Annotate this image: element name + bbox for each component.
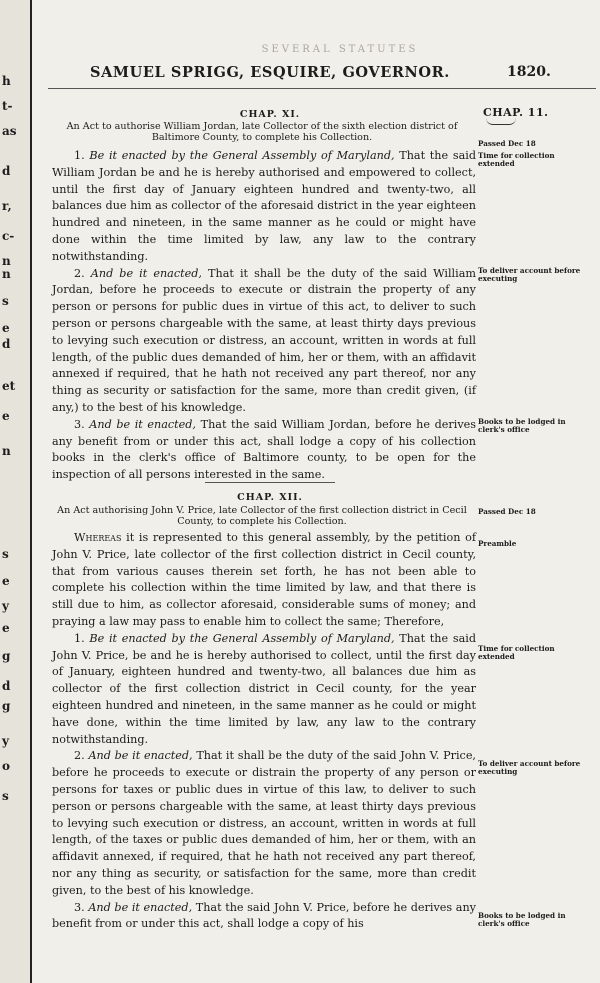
facing-page-gutter <box>0 0 30 983</box>
chapter-xii-title: An Act authorising John V. Price, late Collector of the first collection district in Cecil County, to complete his Collection. <box>57 505 467 527</box>
margin-fragment: r, <box>2 199 12 213</box>
margin-fragment: g <box>2 649 11 663</box>
enacting-clause: And be it enacted, <box>90 266 202 280</box>
chapter-divider <box>205 482 335 483</box>
section-text: That it shall be the duty of the said John V. Price, before he proceeds to execute or distrain the property of any person or persons for taxes or public dues in virtue of this law, to deliver to such person or persons chargeable with the same, at least thirty days previous to levying such execution or distress, an account, written in words at full length, of the taxes or public dues demanded of him, her or them, with an affidavit annexed, if required, that he hath not received any part thereof, nor any thing as security, or satisfaction for the same, more than credit given, to the best of his knowledge. <box>52 749 476 897</box>
enacting-clause: Be it enacted by the General Assembly of Maryland, <box>89 149 395 162</box>
margin-fragment: e <box>2 321 10 335</box>
margin-note-books-lodged-2: Books to be lodged in clerk's office <box>478 911 566 928</box>
chapter-xii-passed-note: Passed Dec 18 <box>478 507 536 516</box>
section-number: 1. <box>74 631 85 645</box>
section-text: That the said William Jordan, before he derives any benefit from or under this act, shall lodge a copy of his collection books in the clerk's office of Baltimore county, to be open for the inspection of all persons interested in the same. <box>52 417 476 482</box>
margin-fragment: d <box>2 164 11 178</box>
margin-note-books-lodged: Books to be lodged in clerk's office <box>478 417 566 434</box>
margin-fragment: g <box>2 699 11 713</box>
faded-running-head: SEVERAL STATUTES <box>261 44 419 55</box>
section-number: 2. <box>74 266 85 280</box>
section-text: That the said John V. Price, before he derives any benefit from or under this act, shall lodge a copy of his <box>52 900 476 931</box>
header-rule <box>48 88 596 89</box>
section-number: 3. <box>74 900 85 914</box>
margin-fragment: e <box>2 409 10 423</box>
margin-fragment: e <box>2 621 10 635</box>
chapter-xi-body <box>52 148 476 484</box>
chapter-xii-body <box>52 530 476 933</box>
margin-note-time-extended: Time for collection extended <box>478 151 555 168</box>
section-text: That the said William Jordan be and he is hereby authorised and empowered to collect, until the first day of January eighteen hundred and twenty-two, all balances due him as collector of the aforesaid district in the year eighteen hundred and nineteen, in the same manner as he could or might have done within the time limited by law, any law to the contrary notwithstanding. <box>52 149 476 263</box>
margin-note-deliver-account: To deliver account before executing <box>478 266 581 283</box>
margin-fragment: e <box>2 574 10 588</box>
running-head-year: 1820. <box>507 64 551 80</box>
section-text: That the said John V. Price, be and he is hereby authorised to collect, until the first day of January, eighteen hundred and twenty-two, all balances due him as collector of the first collection district in Cecil county, for the year eighteen hundred and nineteen, in the same manner as he could or might have done, within the time limited by law, any law to the contrary notwithstanding. <box>52 631 476 746</box>
margin-fragment: d <box>2 679 11 693</box>
section-number: 3. <box>74 417 85 431</box>
chapter-xi-heading: CHAP. XI. <box>239 109 301 120</box>
margin-fragment: s <box>2 547 9 561</box>
margin-fragment: et <box>2 379 16 393</box>
margin-fragment: o <box>2 759 11 773</box>
enacting-clause: Be it enacted by the General Assembly of Maryland, <box>89 631 395 645</box>
chapter-xii-section-3 <box>52 900 476 934</box>
whereas-clause: Whereas <box>74 531 122 544</box>
margin-fragment: s <box>2 789 9 803</box>
margin-fragment: n <box>2 444 11 458</box>
enacting-clause: And be it enacted, <box>88 900 193 914</box>
margin-note-preamble: Preamble <box>478 539 517 548</box>
margin-fragment: c- <box>2 229 15 243</box>
chapter-xi-section-3 <box>52 417 476 484</box>
chapter-xii-section-2 <box>52 748 476 899</box>
margin-fragment: y <box>2 734 9 748</box>
side-chapter-flourish <box>486 118 516 125</box>
margin-fragment: h <box>2 74 11 88</box>
chapter-xi-section-2 <box>52 266 476 417</box>
chapter-xi-passed-note: Passed Dec 18 <box>478 139 536 148</box>
margin-fragment: t- <box>2 99 13 113</box>
running-head-title: SAMUEL SPRIGG, ESQUIRE, GOVERNOR. <box>90 64 450 81</box>
binding-line <box>30 0 32 983</box>
margin-fragment: n <box>2 254 11 268</box>
chapter-xi-title: An Act to authorise William Jordan, late Collector of the sixth election district of Baltimore County, to complete his Collection. <box>66 121 458 143</box>
section-text: That it shall be the duty of the said William Jordan, before he proceeds to execute or distrain the property of any person or persons for public dues in virtue of this act, to deliver to such person or persons chargeable with the same, at least thirty days previous to levying such execution or distress, an account, written in words at full length, of the public dues demanded of him, her or them, with an affidavit annexed if required, that he hath not received any part thereof, nor any thing as security or satisfaction for the same, more than credit given, (if any,) to the best of his knowledge. <box>52 266 476 414</box>
margin-fragment: n <box>2 267 11 281</box>
side-chapter-label: CHAP. 11. <box>483 106 549 119</box>
preamble-text: it is represented to this general assembly, by the petition of John V. Price, late collector of the first collection district in Cecil county, that from various causes therein set forth, he has not been able to complete his collection within the time limited by law, and that there is still due to him, as collector aforesaid, considerable sums of money; and praying a law may pass to enable him to collect the same; Therefore, <box>52 531 476 628</box>
enacting-clause: And be it enacted, <box>89 417 196 431</box>
chapter-xii-section-1 <box>52 631 476 749</box>
margin-note-deliver-account-2: To deliver account before executing <box>478 759 581 776</box>
chapter-xi-section-1 <box>52 148 476 266</box>
margin-fragment: as <box>2 124 17 138</box>
margin-fragment: d <box>2 337 11 351</box>
margin-fragment: s <box>2 294 9 308</box>
margin-fragment: y <box>2 599 9 613</box>
section-number: 2. <box>74 749 85 763</box>
section-number: 1. <box>74 149 85 162</box>
margin-note-time-extended-2: Time for collection extended <box>478 644 555 661</box>
enacting-clause: And be it enacted, <box>88 749 193 763</box>
chapter-xii-preamble <box>52 530 476 631</box>
chapter-xii-heading: CHAP. XII. <box>237 492 303 503</box>
